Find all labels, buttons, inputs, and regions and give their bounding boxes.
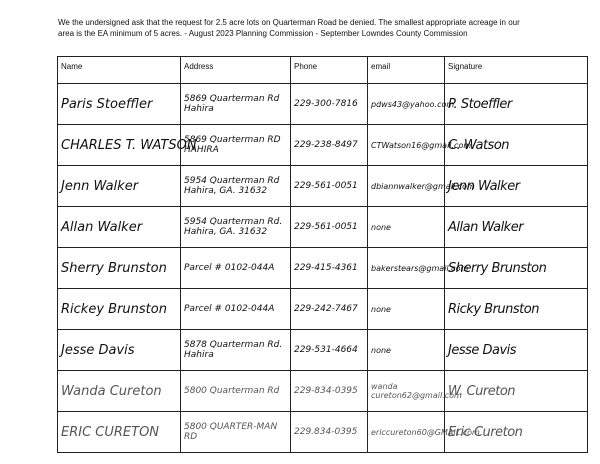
cell-address: 5954 Quarterman Rd. Hahira, GA. 31632 xyxy=(181,207,291,248)
cell-signature: P. Stoeffler xyxy=(445,84,588,125)
cell-email: none xyxy=(368,289,445,330)
cell-phone: 229-238-8497 xyxy=(291,125,368,166)
petition-intro xyxy=(58,17,578,39)
cell-phone: 229-415-4361 xyxy=(291,248,368,289)
cell-address: 5800 Quarterman Rd xyxy=(181,371,291,412)
cell-address: 5954 Quarterman Rd Hahira, GA. 31632 xyxy=(181,166,291,207)
intro-line-2: area is the EA minimum of 5 acres. - August 2023 Planning Commission - September Lowndes County Commission xyxy=(58,29,468,38)
header-name: Name xyxy=(58,57,181,84)
cell-name: Rickey Brunston xyxy=(58,289,181,330)
cell-name: ERIC CURETON xyxy=(58,412,181,453)
table-header-row xyxy=(58,57,588,84)
cell-email: none xyxy=(368,207,445,248)
cell-phone: 229-561-0051 xyxy=(291,207,368,248)
header-signature: Signature xyxy=(445,57,588,84)
header-address: Address xyxy=(181,57,291,84)
cell-email: pdws43@yahoo.com xyxy=(368,84,445,125)
cell-address: 5800 QUARTER-MAN RD xyxy=(181,412,291,453)
header-phone: Phone xyxy=(291,57,368,84)
cell-name: Wanda Cureton xyxy=(58,371,181,412)
cell-name: Jenn Walker xyxy=(58,166,181,207)
cell-phone: 229-834-0395 xyxy=(291,371,368,412)
cell-signature: Sherry Brunston xyxy=(445,248,588,289)
cell-email: dbiannwalker@gmail.com xyxy=(368,166,445,207)
cell-phone: 229-531-4664 xyxy=(291,330,368,371)
table-row xyxy=(58,248,588,289)
cell-address: 5869 Quarterman Rd Hahira xyxy=(181,84,291,125)
cell-phone: 229-561-0051 xyxy=(291,166,368,207)
cell-signature: W. Cureton xyxy=(445,371,588,412)
cell-name: Paris Stoeffler xyxy=(58,84,181,125)
cell-address: 5869 Quarterman RD HAHIRA xyxy=(181,125,291,166)
cell-name: Allan Walker xyxy=(58,207,181,248)
table-row xyxy=(58,207,588,248)
cell-address: 5878 Quarterman Rd. Hahira xyxy=(181,330,291,371)
cell-name: Sherry Brunston xyxy=(58,248,181,289)
cell-phone: 229-300-7816 xyxy=(291,84,368,125)
table-row xyxy=(58,125,588,166)
table-row xyxy=(58,84,588,125)
cell-address: Parcel # 0102-044A xyxy=(181,248,291,289)
cell-phone: 229.834-0395 xyxy=(291,412,368,453)
cell-email: none xyxy=(368,330,445,371)
table-row xyxy=(58,330,588,371)
header-email: email xyxy=(368,57,445,84)
cell-email: ericcureton60@GMAIL.com xyxy=(368,412,445,453)
cell-signature: Jenn Walker xyxy=(445,166,588,207)
cell-signature: C. Watson xyxy=(445,125,588,166)
table-row xyxy=(58,166,588,207)
table-row xyxy=(58,289,588,330)
cell-signature: Eric Cureton xyxy=(445,412,588,453)
cell-address: Parcel # 0102-044A xyxy=(181,289,291,330)
cell-phone: 229-242-7467 xyxy=(291,289,368,330)
signature-table xyxy=(57,56,588,453)
cell-name: Jesse Davis xyxy=(58,330,181,371)
table-row xyxy=(58,371,588,412)
cell-name: CHARLES T. WATSON xyxy=(58,125,181,166)
cell-email: CTWatson16@gmail.com xyxy=(368,125,445,166)
cell-signature: Jesse Davis xyxy=(445,330,588,371)
cell-email: wanda cureton62@gmail.com xyxy=(368,371,445,412)
cell-signature: Allan Walker xyxy=(445,207,588,248)
table-row xyxy=(58,412,588,453)
cell-signature: Ricky Brunston xyxy=(445,289,588,330)
intro-line-1: We the undersigned ask that the request for 2.5 acre lots on Quarterman Road be denied. The smallest appropriate acreage in our xyxy=(58,18,520,27)
cell-email: bakerstears@gmail.com xyxy=(368,248,445,289)
